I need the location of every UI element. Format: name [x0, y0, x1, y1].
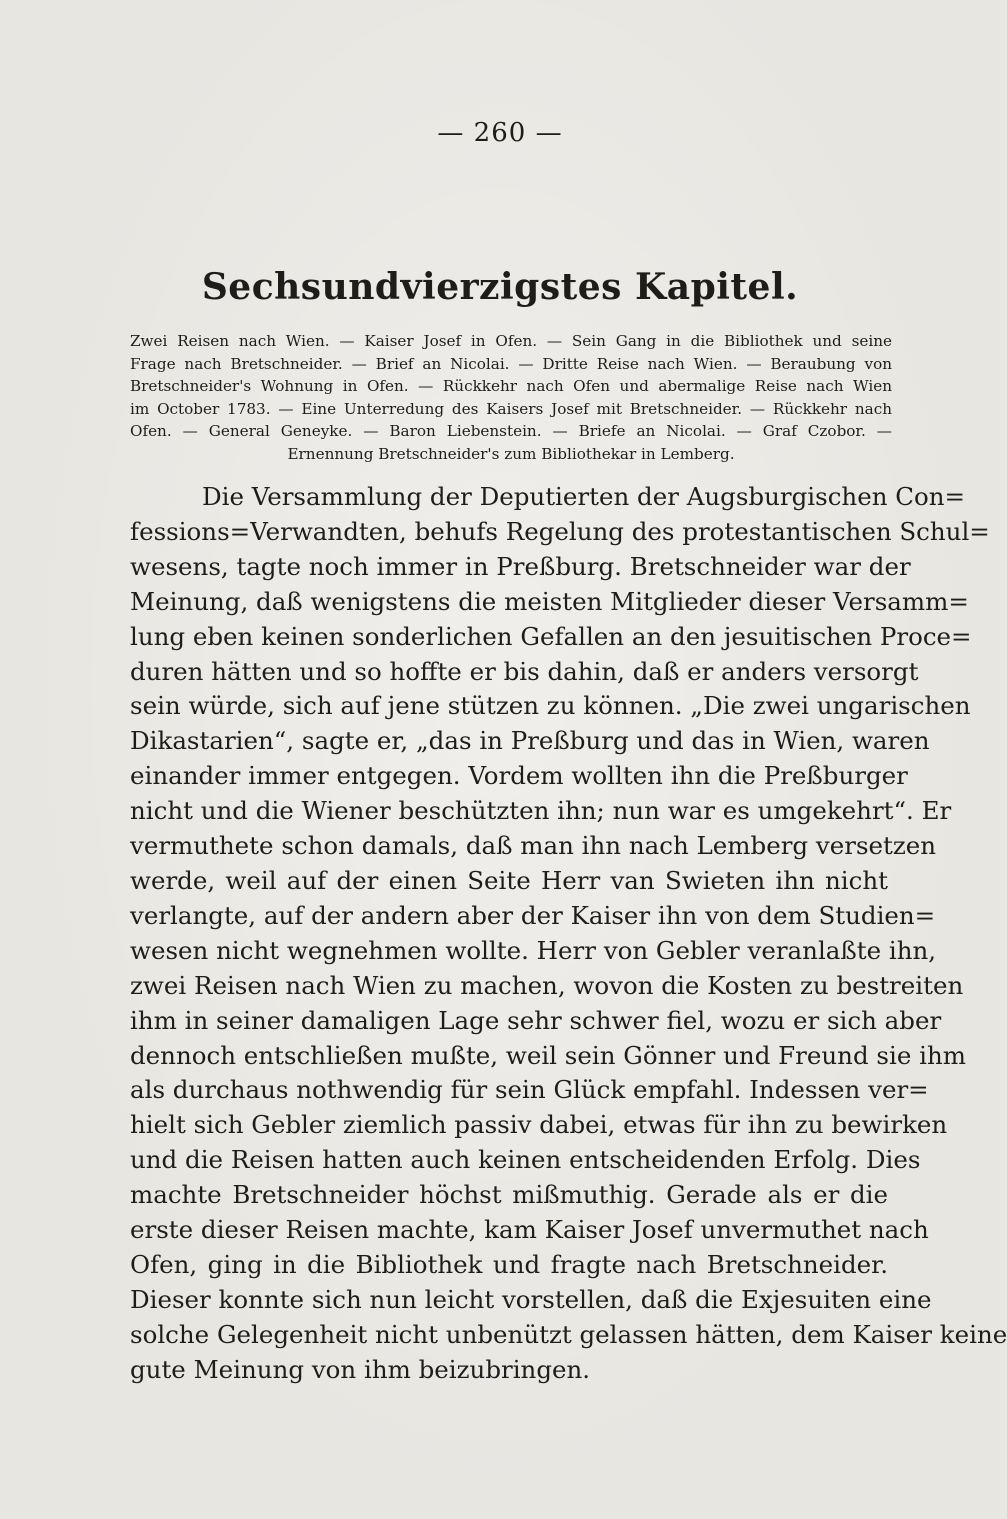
chapter-title: Sechsundvierzigstes Kapitel.: [201, 266, 799, 308]
body-line: ihm in seiner damaligen Lage sehr schwer fiel, wozu er sich aber: [130, 1005, 942, 1035]
body-line: hielt sich Gebler ziemlich passiv dabei, etwas für ihn zu bewirken: [130, 1110, 948, 1140]
body-line: und die Reisen hatten auch keinen entscheidenden Erfolg. Dies: [130, 1145, 921, 1175]
body-line: Ofen, ging in die Bibliothek und fragte nach Bretschneider.: [130, 1249, 888, 1279]
body-line: machte Bretschneider höchst mißmuthig. Gerade als er die: [130, 1180, 888, 1210]
body-line: einander immer entgegen. Vordem wollten ihn die Preßburger: [130, 761, 908, 791]
body-line: fessions=Verwandten, behufs Regelung des protestantischen Schul=: [130, 516, 990, 546]
body-line: Dikastarien“, sagte er, „das in Preßburg und das in Wien, waren: [130, 726, 930, 756]
body-line: verlangte, auf der andern aber der Kaiser ihn von dem Studien=: [130, 900, 936, 930]
body-line: erste dieser Reisen machte, kam Kaiser Josef unvermuthet nach: [130, 1215, 929, 1245]
body-line: zwei Reisen nach Wien zu machen, wovon die Kosten zu bestreiten: [130, 970, 964, 1000]
summary-line: Ernennung Bretschneider's zum Bibliothekar in Lemberg.: [287, 444, 735, 463]
summary-line: im October 1783. — Eine Unterredung des Kaisers Josef mit Bretschneider. — Rückkehr nach: [130, 399, 892, 418]
summary-line: Ofen. — General Geneyke. — Baron Liebenstein. — Briefe an Nicolai. — Graf Czobor. —: [130, 422, 892, 440]
summary-line: Frage nach Bretschneider. — Brief an Nicolai. — Dritte Reise nach Wien. — Beraubung von: [130, 354, 892, 373]
summary-line: Zwei Reisen nach Wien. — Kaiser Josef in Ofen. — Sein Gang in die Bibliothek und seine: [130, 332, 892, 350]
body-line: wesen nicht wegnehmen wollte. Herr von Gebler veranlaßte ihn,: [130, 935, 937, 965]
body-line: vermuthete schon damals, daß man ihn nach Lemberg versetzen: [130, 831, 937, 861]
body-line: werde, weil auf der einen Seite Herr van Swieten ihn nicht: [130, 865, 888, 895]
body-line: solche Gelegenheit nicht unbenützt gelassen hätten, dem Kaiser keine: [130, 1319, 1007, 1349]
body-line: Meinung, daß wenigstens die meisten Mitglieder dieser Versamm=: [130, 586, 969, 616]
body-line: wesens, tagte noch immer in Preßburg. Bretschneider war der: [130, 551, 911, 581]
body-line: Dieser konnte sich nun leicht vorstellen, daß die Exjesuiten eine: [130, 1284, 932, 1314]
body-text: [130, 480, 1007, 1388]
body-line: Die Versammlung der Deputierten der Augsburgischen Con=: [202, 482, 966, 511]
body-line: sein würde, sich auf jene stützen zu können. „Die zwei ungarischen: [130, 691, 971, 721]
body-line: lung eben keinen sonderlichen Gefallen an den jesuitischen Proce=: [130, 621, 972, 651]
chapter-summary: [130, 330, 892, 465]
body-line: als durchaus nothwendig für sein Glück empfahl. Indessen ver=: [130, 1075, 929, 1105]
body-line: dennoch entschließen mußte, weil sein Gönner und Freund sie ihm: [130, 1040, 966, 1070]
summary-line: Bretschneider's Wohnung in Ofen. — Rückkehr nach Ofen und abermalige Reise nach Wien: [130, 377, 892, 395]
page-number: — 260 —: [437, 118, 563, 148]
body-line: nicht und die Wiener beschützten ihn; nun war es umgekehrt“. Er: [130, 796, 952, 826]
body-line: gute Meinung von ihm beizubringen.: [130, 1354, 591, 1384]
body-line: duren hätten und so hoffte er bis dahin, daß er anders versorgt: [130, 656, 919, 686]
